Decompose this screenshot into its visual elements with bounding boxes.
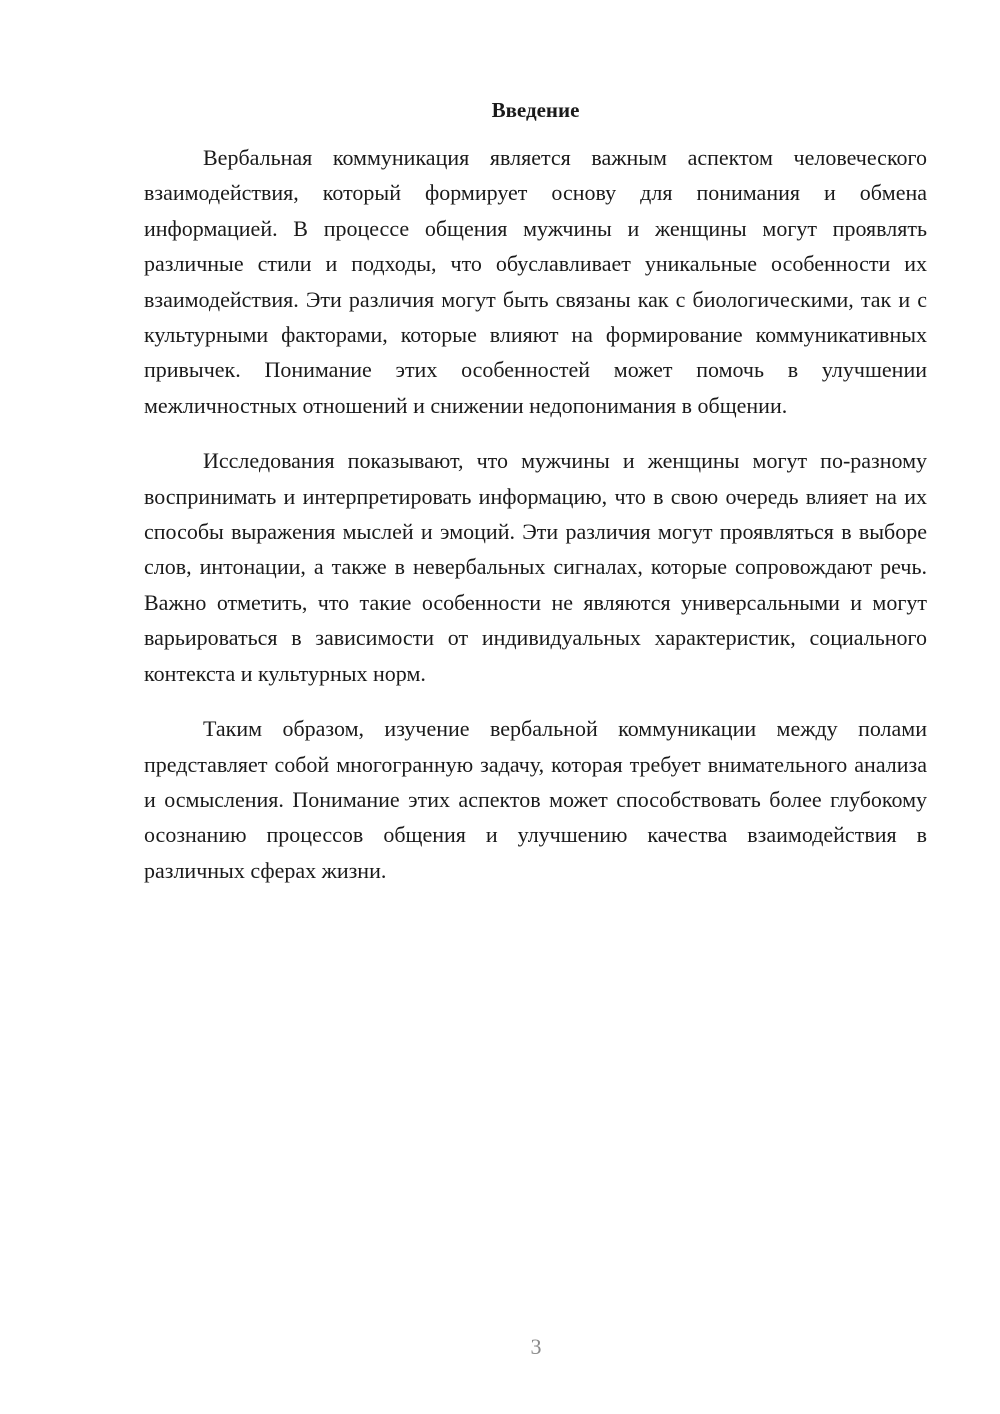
paragraph-1: Вербальная коммуникация является важным аспектом человеческого взаимодействия, который формирует основу для понимания и обмена информацией. В процессе общения мужчины и женщины могут проявлять различные стили и подходы, что обуславливает уникальные особенности их взаимодействия. Эти различия могут быть связаны как с биологическими, так и с культурными факторами, которые влияют на формирование коммуникативных привычек. Понимание этих особенностей может помочь в улучшении межличностных отношений и снижении недопонимания в общении. xyxy=(144,145,927,418)
section-title: Введение xyxy=(491,98,580,122)
page-content xyxy=(144,96,927,908)
paragraph-2: Исследования показывают, что мужчины и женщины могут по-разному воспринимать и интерпретировать информацию, что в свою очередь влияет на их способы выражения мыслей и эмоций. Эти различия могут проявляться в выборе слов, интонации, а также в невербальных сигналах, которые сопровождают речь. Важно отметить, что такие особенности не являются универсальными и могут варьироваться в зависимости от индивидуальных характеристик, социального контекста и культурных норм. xyxy=(144,448,927,686)
paragraph-3: Таким образом, изучение вербальной коммуникации между полами представляет собой многогранную задачу, которая требует внимательного анализа и осмысления. Понимание этих аспектов может способствовать более глубокому осознанию процессов общения и улучшению качества взаимодействия в различных сферах жизни. xyxy=(144,716,927,883)
page-number: 3 xyxy=(530,1334,542,1359)
